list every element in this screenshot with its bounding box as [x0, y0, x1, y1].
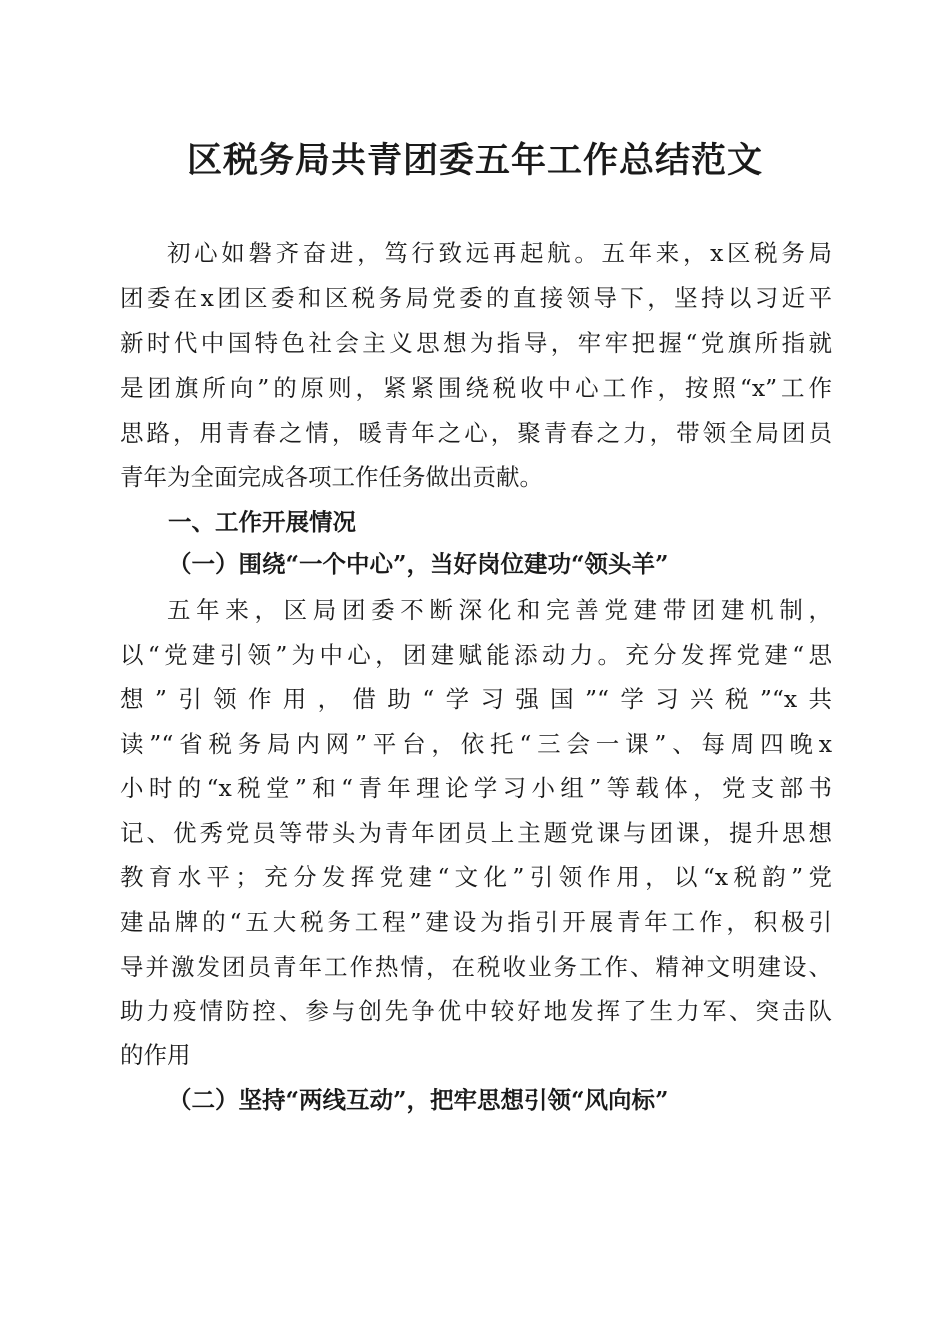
paragraph-line: 初心如磐齐奋进，笃行致远再起航。五年来，x区税务局	[167, 239, 832, 267]
paragraph-line: 新时代中国特色社会主义思想为指导，牢牢把握“党旗所指就	[120, 329, 832, 357]
paragraph-line: 建品牌的“五大税务工程”建设为指引开展青年工作，积极引	[120, 908, 832, 936]
paragraph-line: 小时的“x税堂”和“青年理论学习小组”等载体，党支部书	[120, 774, 832, 802]
subsection-heading: （二）坚持“两线互动”，把牢思想引领“风向标”	[168, 1086, 669, 1114]
section-heading: 一、工作开展情况	[168, 508, 356, 536]
paragraph-line: 思路，用青春之情，暖青年之心，聚青春之力，带领全局团员	[120, 419, 832, 447]
paragraph-line: 教育水平；充分发挥党建“文化”引领作用，以“x税韵”党	[120, 863, 832, 891]
paragraph-line: 想”引领作用，借助“学习强国”“学习兴税”“x共	[120, 685, 832, 713]
paragraph-line: 团委在x团区委和区税务局党委的直接领导下，坚持以习近平	[120, 284, 832, 312]
paragraph-line: 助力疫情防控、参与创先争优中较好地发挥了生力军、突击队	[120, 997, 832, 1025]
paragraph-line: 五年来，区局团委不断深化和完善党建带团建机制，	[167, 596, 832, 624]
paragraph-line: 导并激发团员青年工作热情，在税收业务工作、精神文明建设、	[120, 953, 832, 981]
paragraph-line: 记、优秀党员等带头为青年团员上主题党课与团课，提升思想	[120, 819, 832, 847]
paragraph-line: 是团旗所向”的原则，紧紧围绕税收中心工作，按照“x”工作	[120, 374, 832, 402]
paragraph-line: 读”“省税务局内网”平台，依托“三会一课”、每周四晚x	[120, 730, 832, 758]
subsection-heading: （一）围绕“一个中心”，当好岗位建功“领头羊”	[168, 550, 669, 578]
document-title: 区税务局共青团委五年工作总结范文	[186, 140, 763, 181]
paragraph-line: 以“党建引领”为中心，团建赋能添动力。充分发挥党建“思	[120, 641, 832, 669]
paragraph-line: 青年为全面完成各项工作任务做出贡献。	[120, 463, 543, 491]
paragraph-line: 的作用	[120, 1041, 191, 1069]
